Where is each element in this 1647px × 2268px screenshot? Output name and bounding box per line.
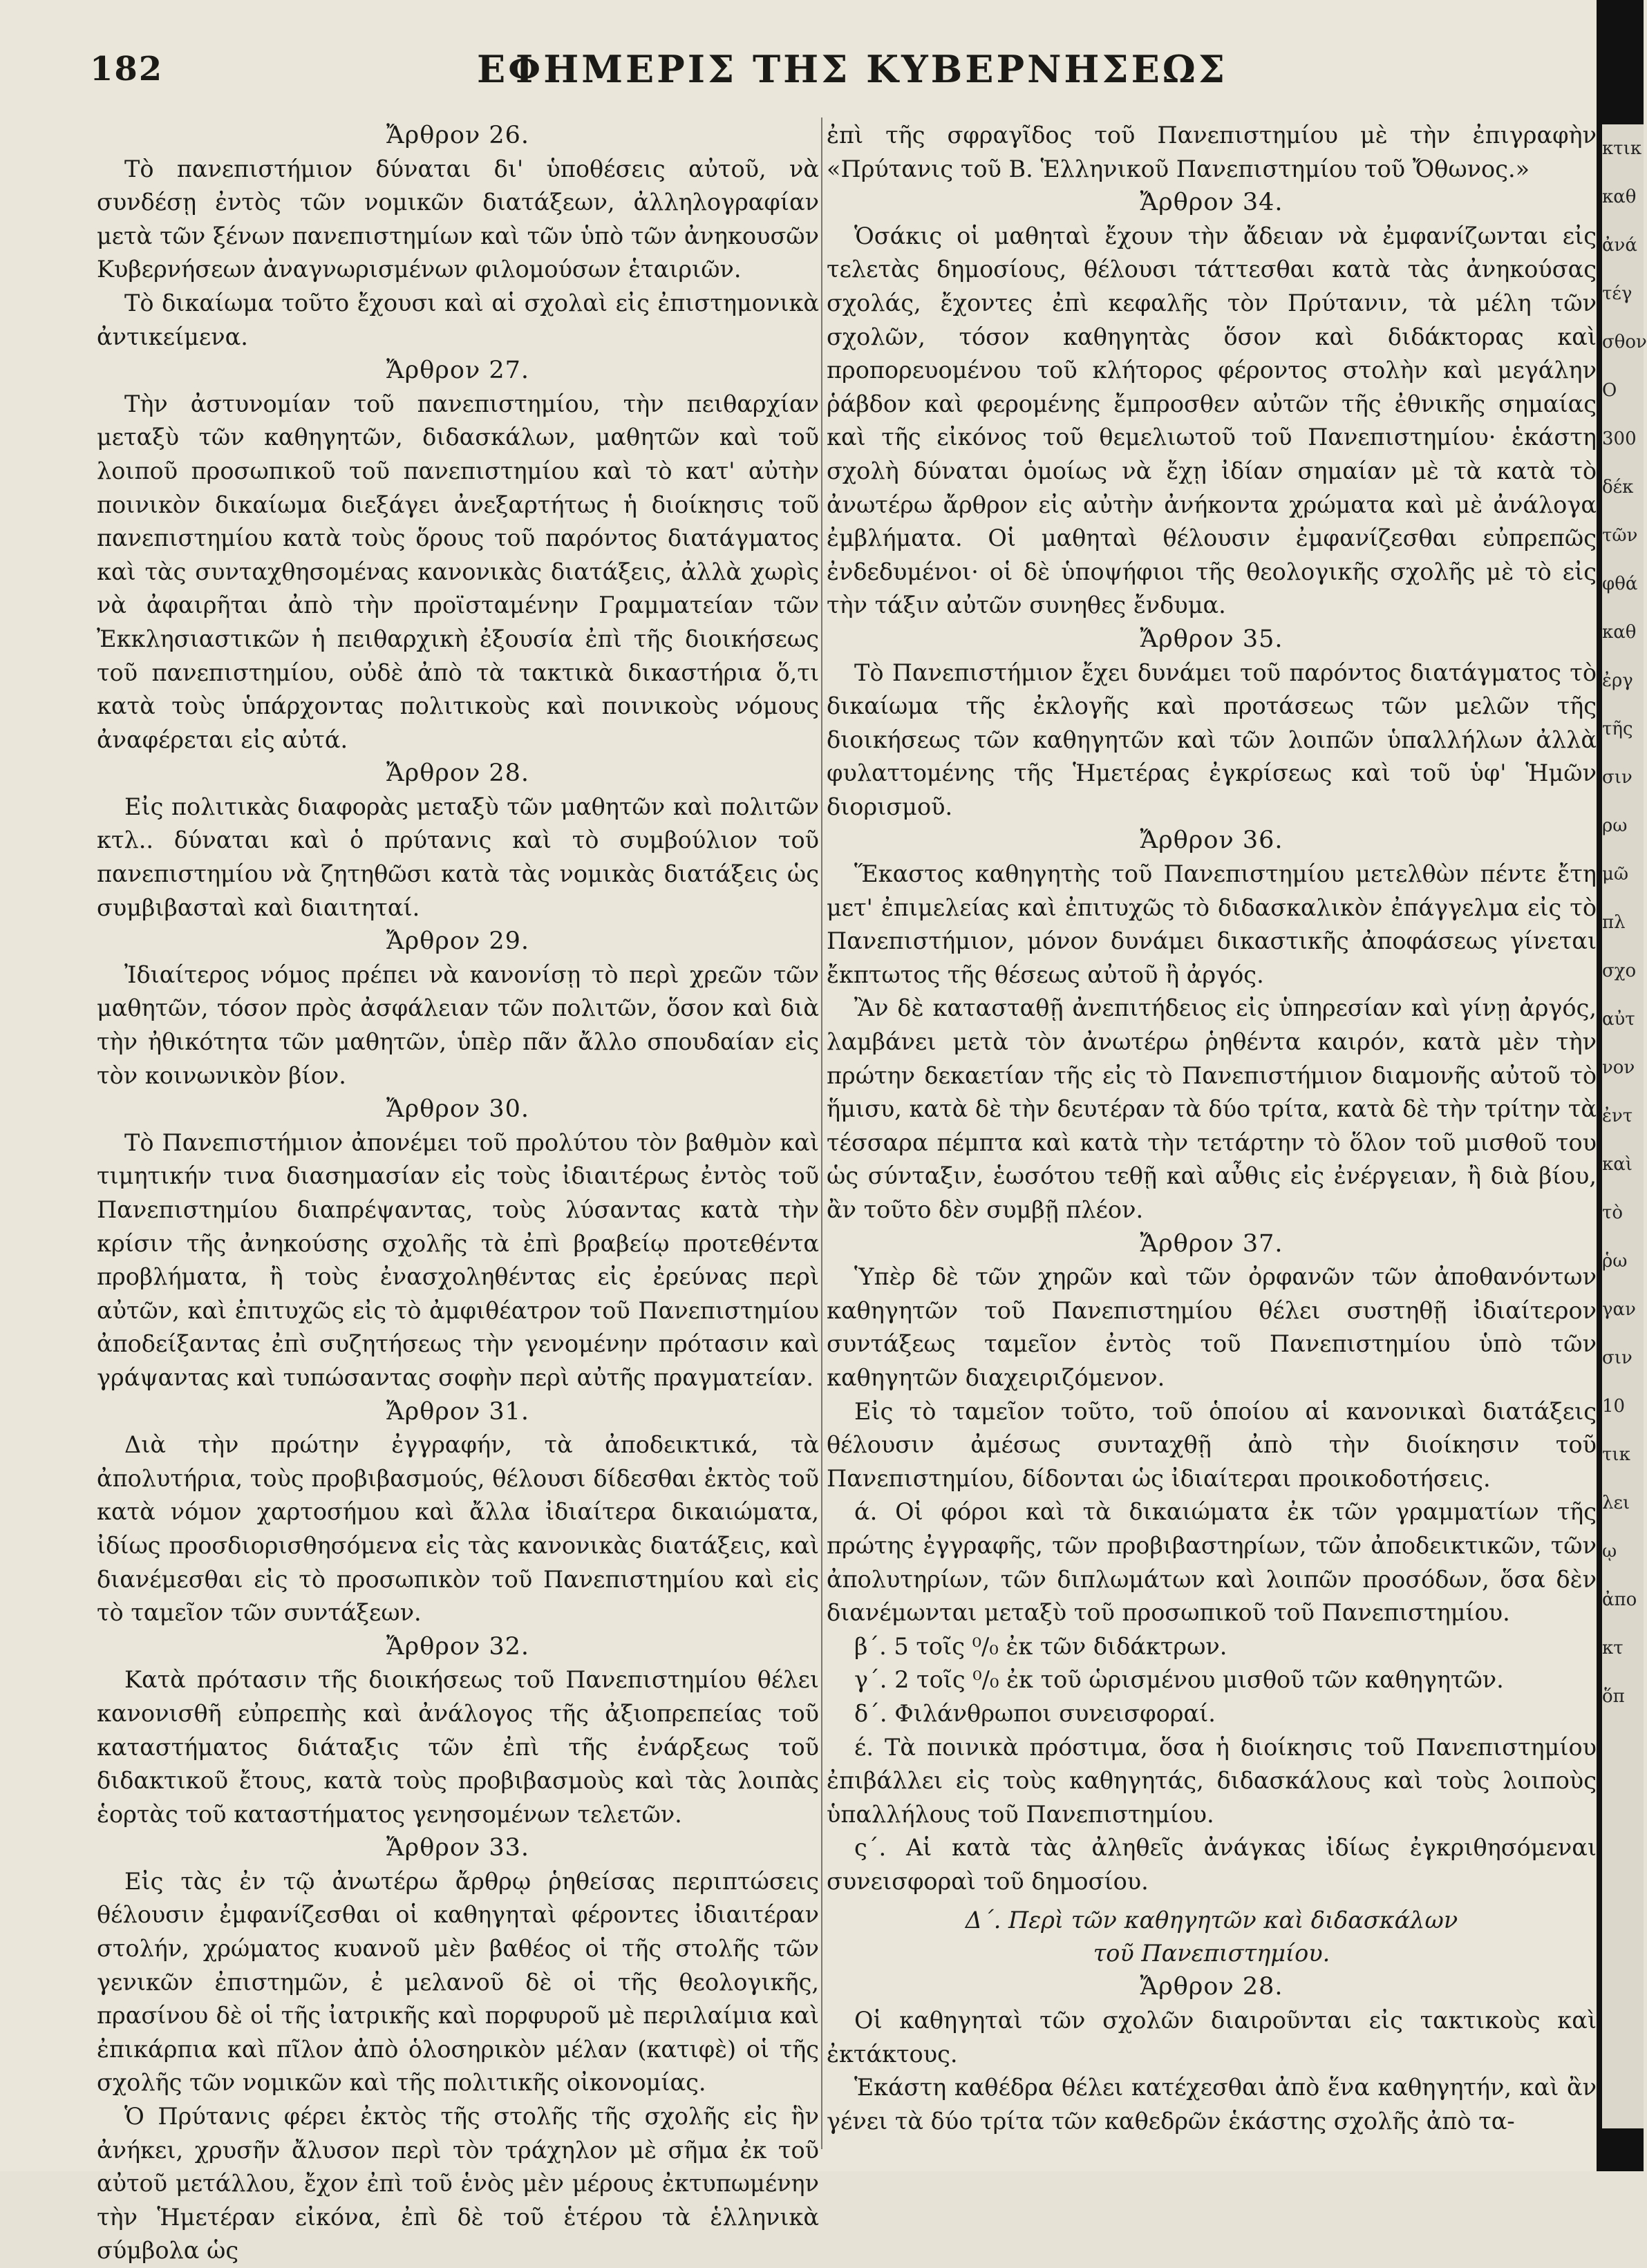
adjacent-page-fragment: λει	[1602, 1493, 1630, 1513]
adjacent-page-fragment: τέγ	[1602, 283, 1632, 304]
paragraph: δ΄. Φιλάνθρωποι συνεισφοραί.	[854, 1699, 1216, 1727]
section-heading-line: Δ΄. Περὶ τῶν καθηγητῶν καὶ διδασκάλων	[965, 1907, 1458, 1934]
paragraph: Ἑκάστη καθέδρα θέλει κατέχεσθαι ἀπὸ ἕνα καθηγητήν, καὶ ἂν γένει τὰ δύο τρίτα τῶν καθεδρῶν ἑκάστης σχολῆς ἀπὸ τα-	[827, 2074, 1597, 2135]
article-heading: Ἄρθρον 32.	[386, 1632, 530, 1661]
adjacent-page-fragment: ἐντ	[1602, 1106, 1633, 1126]
paragraph: Διὰ τὴν πρώτην ἐγγραφήν, τὰ ἀποδεικτικά, τὰ ἀπολυτήρια, τοὺς προβιβασμούς, θέλουσι δίδεσθαι ἐκτὸς τοῦ κατὰ νόμον χαρτοσήμου καὶ ἄλλα ἰδιαίτερα δικαιώματα, ἰδίως προσδιορισθησόμενα εἰς τὰς κανονικὰς διατάξεις, καὶ διανέμεσθαι εἰς τὸ προσωπικὸν τοῦ Πανεπιστημίου καὶ εἰς τὸ ταμεῖον τῶν συντάξεων.	[97, 1431, 819, 1627]
paragraph: ἐπὶ τῆς σφραγῖδος τοῦ Πανεπιστημίου μὲ τὴν ἐπιγραφὴν «Πρύτανις τοῦ Β. Ἑλληνικοῦ Πανεπιστημίου τοῦ Ὄθωνος.»	[827, 122, 1597, 182]
paragraph: Εἰς τὰς ἐν τῷ ἀνωτέρω ἄρθρῳ ῥηθείσας περιπτώσεις θέλουσιν ἐμφανίζεσθαι οἱ καθηγηταὶ φέροντες ἰδιαιτέραν στολήν, χρώματος κυανοῦ μὲν βαθέος οἱ τῆς στολῆς τῶν γενικῶν ἐπιστημῶν, ἐ μελανοῦ δὲ οἱ τῆς θεολογικῆς, πρασίνου δὲ οἱ τῆς ἰατρικῆς καὶ πορφυροῦ μὲ περιλαίμια καὶ ἐπικάρπια καὶ πῖλον ἀπὸ ὁλοσηρικὸν μέλαν (κατιφὲ) οἱ τῆς σχολῆς τῶν νομικῶν καὶ τῆς πολιτικῆς οἰκονομίας.	[97, 1867, 819, 2097]
adjacent-page-fragment: ῥω	[1602, 1251, 1628, 1272]
adjacent-page-fragment: ἐργ	[1602, 670, 1633, 691]
paragraph: Ἰδιαίτερος νόμος πρέπει νὰ κανονίσῃ τὸ περὶ χρεῶν τῶν μαθητῶν, τόσον πρὸς ἀσφάλειαν τῶν πολιτῶν, ὅσον καὶ διὰ τὴν ἠθικότητα τῶν μαθητῶν, ὑπὲρ πᾶν ἄλλο σπουδαίαν εἰς τὸν κοινωνικὸν βίον.	[97, 961, 819, 1089]
paragraph: Τὴν ἀστυνομίαν τοῦ πανεπιστημίου, τὴν πειθαρχίαν μεταξὺ τῶν καθηγητῶν, διδασκάλων, μαθητῶν καὶ τοῦ λοιποῦ προσωπικοῦ τοῦ πανεπιστημίου καὶ τὸ κατ' αὐτὴν ποινικὸν δικαίωμα διεξάγει ἀνεξαρτήτως ἡ διοίκησις τοῦ πανεπιστημίου κατὰ τοὺς ὅρους τοῦ παρόντος διατάγματος καὶ τὰς συνταχθησομένας κανονικὰς διατάξεις, ἀλλὰ χωρὶς νὰ ἀφαιρῆται ἀπὸ τὴν προϊσταμένην Γραμματείαν τῶν Ἐκκλησιαστικῶν ἡ πειθαρχικὴ ἐξουσία ἐπὶ τῆς διοικήσεως τοῦ πανεπιστημίου, οὐδὲ ἀπὸ τὰ τακτικὰ δικαστήρια ὅ,τι κατὰ τοὺς ὑπάρχοντας πολιτικοὺς καὶ ποινικοὺς νόμους ἀναφέρεται εἰς αὐτά.	[97, 390, 819, 753]
left-column	[97, 119, 819, 2265]
paragraph: β΄. 5 τοῖς ⁰/₀ ἐκ τῶν διδάκτρων.	[854, 1632, 1227, 1660]
adjacent-page-fragment: ὅπ	[1602, 1686, 1625, 1707]
article-heading: Ἄρθρον 30.	[386, 1095, 530, 1124]
paragraph: Ἕκαστος καθηγητὴς τοῦ Πανεπιστημίου μετελθὼν πέντε ἔτη μετ' ἐπιμελείας καὶ ἐπιτυχῶς τὸ διδασκαλικὸν ἐπάγγελμα εἰς τὸ Πανεπιστήμιον, μόνον δυνάμει δικαστικῆς ἀποφάσεως γίνεται ἔκπτωτος τῆς θέσεως αὐτοῦ ἢ ἀργός.	[827, 860, 1597, 988]
paragraph: Τὸ πανεπιστήμιον δύναται δι' ὑποθέσεις αὐτοῦ, νὰ συνδέσῃ ἐντὸς τῶν νομικῶν διατάξεων, ἀλληλογραφίαν μετὰ τῶν ξένων πανεπιστημίων καὶ τῶν ὑπὸ τῶν ἀνηκουσῶν Κυβερνήσεων ἀναγνωρισμένων φιλομούσων ἑταιριῶν.	[97, 155, 819, 283]
adjacent-page-fragment: γαν	[1602, 1299, 1636, 1320]
adjacent-page-fragment: 300	[1602, 428, 1637, 449]
adjacent-page-fragment: κτ	[1602, 1638, 1624, 1659]
article-heading: Ἄρθρον 34.	[1140, 189, 1283, 217]
adjacent-page-fragment: καὶ	[1602, 1154, 1633, 1175]
article-heading: Ἄρθρον 26.	[386, 122, 530, 149]
article-heading: Ἄρθρον 29.	[386, 927, 530, 956]
adjacent-page-fragment: καθ	[1602, 622, 1637, 643]
paragraph: έ. Τὰ ποινικὰ πρόστιμα, ὅσα ἡ διοίκησις τοῦ Πανεπιστημίου ἐπιβάλλει εἰς τοὺς καθηγητάς, διδασκάλους καὶ τοὺς λοιποὺς ὑπαλλήλους τοῦ Πανεπιστημίου.	[827, 1733, 1597, 1828]
adjacent-page-fragment: μῶ	[1602, 864, 1629, 885]
adjacent-page-fragment: αὐτ	[1602, 1009, 1635, 1030]
article-heading: Ἄρθρον 37.	[1140, 1229, 1283, 1258]
article-heading: Ἄρθρον 36.	[1140, 826, 1283, 855]
adjacent-page-fragment: σθον	[1602, 332, 1647, 352]
adjacent-page-fragment: καθ	[1602, 187, 1637, 207]
article-heading: Ἄρθρον 35.	[1140, 625, 1283, 653]
paragraph: Ὁ Πρύτανις φέρει ἐκτὸς τῆς στολῆς τῆς σχολῆς εἰς ἣν ἀνήκει, χρυσῆν ἄλυσον περὶ τὸν τράχηλον μὲ σῆμα ἐκ τοῦ αὐτοῦ μετάλλου, ἔχον ἐπὶ τοῦ ἑνὸς μὲν μέρους ἐκτυπωμένην τὴν Ἡμετέραν εἰκόνα, ἐπὶ δὲ τοῦ ἑτέρου τὰ ἑλληνικὰ σύμβολα ὡς	[97, 2103, 819, 2265]
page-header	[90, 43, 1597, 105]
paragraph: Ὁσάκις οἱ μαθηταὶ ἔχουν τὴν ἄδειαν νὰ ἐμφανίζωνται εἰς τελετὰς δημοσίους, θέλουσι τάττεσθαι κατὰ τὰς ἀνηκούσας σχολάς, ἔχοντες ἐπὶ κεφαλῆς τὸν Πρύτανιν, τὰ μέλη τῶν σχολῶν, τόσον καθηγητὰς ὅσον καὶ διδάκτορας καὶ προπορευομένου τοῦ κλήτορος φέροντος στολὴν καὶ μεγάλην ῥάβδον καὶ φερομένης ἔμπροσθεν αὐτῶν τῆς ἐθνικῆς σημαίας καὶ τῆς εἰκόνος τοῦ θεμελιωτοῦ τοῦ Πανεπιστημίου· ἑκάστη σχολὴ δύναται ὁμοίως νὰ ἔχῃ ἰδίαν σημαίαν μὲ τὰ κατὰ τὸ ἀνωτέρω ἄρθρον εἰς αὐτὴν ἀνήκοντα χρώματα καὶ μὲ ἀνάλογα ἐμβλήματα. Οἱ μαθηταὶ θέλουσιν ἐμφανίζεσθαι εὐπρεπῶς ἐνδεδυμένοι· οἱ δὲ ὑποψήφιοι τῆς θεολογικῆς σχολῆς μὲ τὸ εἰς τὴν τάξιν αὐτῶν συνηθες ἔνδυμα.	[827, 222, 1597, 619]
adjacent-page-fragment: φθά	[1602, 574, 1638, 594]
page-number: 182	[90, 50, 164, 88]
paragraph: Εἰς πολιτικὰς διαφορὰς μεταξὺ τῶν μαθητῶν καὶ πολιτῶν κτλ.. δύναται καὶ ὁ πρύτανις καὶ τὸ συμβούλιον τοῦ πανεπιστημίου νὰ ζητηθῶσι κατὰ τὰς νομικὰς διατάξεις ὡς συμβιβασταὶ καὶ διαιτηταί.	[97, 793, 819, 921]
adjacent-page-fragment: τῆς	[1602, 719, 1633, 739]
paragraph: Τὸ δικαίωμα τοῦτο ἔχουσι καὶ αἱ σχολαὶ εἰς ἐπιστημονικὰ ἀντικείμενα.	[97, 289, 819, 350]
section-heading-line: τοῦ Πανεπιστημίου.	[1093, 1940, 1330, 1967]
adjacent-page-fragment: δέκ	[1602, 477, 1634, 498]
adjacent-page-fragment: τὸ	[1602, 1202, 1624, 1223]
paragraph: Οἱ καθηγηταὶ τῶν σχολῶν διαιροῦνται εἰς τακτικοὺς καὶ ἐκτάκτους.	[827, 2007, 1597, 2068]
adjacent-page-fragment: 10	[1602, 1396, 1626, 1417]
right-column	[827, 119, 1597, 2151]
paragraph: ς΄. Αἱ κατὰ τὰς ἀληθεῖς ἀνάγκας ἰδίως ἐγκριθησόμεναι συνεισφοραὶ τοῦ δημοσίου.	[827, 1834, 1597, 1895]
paragraph: Τὸ Πανεπιστήμιον ἔχει δυνάμει τοῦ παρόντος διατάγματος τὸ δικαίωμα τῆς ἐκλογῆς καὶ προτάσεως τῶν μελῶν τῆς διοικήσεως τῶν καθηγητῶν καὶ τῶν λοιπῶν ὑπαλλήλων ἀλλὰ φυλαττομένης τῆς Ἡμετέρας ἐγκρίσεως καὶ τοῦ ὑφ' Ἡμῶν διορισμοῦ.	[827, 659, 1597, 820]
article-heading: Ἄρθρον 27.	[386, 357, 530, 385]
adjacent-page-strip	[1602, 124, 1647, 2128]
article-heading: Ἄρθρον 28.	[386, 759, 530, 788]
adjacent-page-fragment: σχο	[1602, 961, 1637, 981]
article-heading: Ἄρθρον 31.	[386, 1397, 530, 1426]
adjacent-page-fragment: ρω	[1602, 815, 1628, 836]
adjacent-page-fragment: τικ	[1602, 1444, 1630, 1465]
running-title: ΕΦΗΜΕΡΙΣ ΤΗΣ ΚΥΒΕΡΝΗΣΕΩΣ	[477, 47, 1228, 91]
adjacent-page-fragment: νον	[1602, 1057, 1635, 1078]
paragraph: Ἂν δὲ κατασταθῇ ἀνεπιτήδειος εἰς ὑπηρεσίαν καὶ γίνῃ ἀργός, λαμβάνει μετὰ τὸν ἀνωτέρω ῥηθέντα καιρόν, κατὰ μὲν τὴν πρώτην δεκαετίαν τῆς εἰς τὸ Πανεπιστήμιον διαμονῆς αὐτοῦ τὸ ἥμισυ, κατὰ δὲ τὴν δευτέραν τὰ δύο τρίτα, κατὰ δὲ τὴν τρίτην τὰ τέσσαρα πέμπτα καὶ κατὰ τὴν τετάρτην τὸ ὅλον τοῦ μισθοῦ του ὡς σύνταξιν, ἑωσότου τεθῇ καὶ αὖθις εἰς ἐνέργειαν, ἢ διὰ βίου, ἂν τοῦτο δὲν συμβῇ πλέον.	[827, 994, 1597, 1223]
paragraph: ά. Οἱ φόροι καὶ τὰ δικαιώματα ἐκ τῶν γραμματίων τῆς πρώτης ἐγγραφῆς, τῶν προβιβαστηρίων, τῶν ἀποδεικτικῶν, τῶν ἀπολυτηρίων, τῶν διπλωμάτων καὶ λοιπῶν προσόδων, ὅσα δὲν διανέμωνται μεταξὺ τοῦ προσωπικοῦ τοῦ Πανεπιστημίου.	[827, 1498, 1597, 1627]
article-heading: Ἄρθρον 28.	[1140, 1973, 1283, 2001]
section-heading	[827, 1904, 1597, 1970]
adjacent-page-fragment: ἀνά	[1602, 235, 1637, 256]
adjacent-page-fragment: ῳ	[1602, 1541, 1617, 1562]
paragraph: γ΄. 2 τοῖς ⁰/₀ ἐκ τοῦ ὡρισμένου μισθοῦ τῶν καθηγητῶν.	[854, 1666, 1504, 1694]
adjacent-page-fragment: πλ	[1602, 912, 1626, 933]
adjacent-page-fragment: Ο	[1602, 380, 1617, 401]
paragraph: Τὸ Πανεπιστήμιον ἀπονέμει τοῦ προλύτου τὸν βαθμὸν καὶ τιμητικήν τινα διασημασίαν εἰς τοὺς ἰδιαιτέρως ἐντὸς τοῦ Πανεπιστημίου διαπρέψαντας, τοὺς λύσαντας κατὰ τὴν κρίσιν τῆς ἀνηκούσης σχολῆς τὰ ἐπὶ βραβείῳ προτεθέντα προβλήματα, ἢ τοὺς ἐνασχοληθέντας εἰς ἐρεύνας περὶ αὐτῶν, καὶ ἐπιτυχῶς εἰς τὸ ἀμφιθέατρον τοῦ Πανεπιστημίου ἀποδείξαντας ἐπὶ συζητήσεως τὴν γενομένην πρότασιν καὶ γράψαντας καὶ τυπώσαντας σοφὴν περὶ αὐτῆς πραγματείαν.	[97, 1128, 819, 1391]
adjacent-page-fragment: ἀπο	[1602, 1589, 1637, 1610]
column-divider	[821, 117, 822, 2149]
adjacent-page-fragment: σιν	[1602, 1348, 1632, 1368]
article-heading: Ἄρθρον 33.	[386, 1834, 530, 1862]
paragraph: Εἰς τὸ ταμεῖον τοῦτο, τοῦ ὁποίου αἱ κανονικαὶ διατάξεις θέλουσιν ἀμέσως συνταχθῇ ἀπὸ τὴν διοίκησιν τοῦ Πανεπιστημίου, δίδονται ὡς ἰδιαίτεραι προικοδοτήσεις.	[827, 1397, 1597, 1492]
adjacent-page-fragment: κτικ	[1602, 138, 1642, 159]
adjacent-page-fragment: τῶν	[1602, 525, 1638, 546]
adjacent-page-fragment: σιν	[1602, 767, 1632, 788]
paragraph: Ὑπὲρ δὲ τῶν χηρῶν καὶ τῶν ὀρφανῶν τῶν ἀποθανόντων καθηγητῶν τοῦ Πανεπιστημίου θέλει συστηθῇ ἰδιαίτερον συντάξεως ταμεῖον ἐντὸς τοῦ Πανεπιστημίου ὑπὸ τῶν καθηγητῶν διαχειριζόμενον.	[827, 1263, 1597, 1391]
paragraph: Κατὰ πρότασιν τῆς διοικήσεως τοῦ Πανεπιστημίου θέλει κανονισθῆ εὐπρεπὴς καὶ ἀνάλογος τῆς ἀξιοπρεπείας τοῦ καταστήματος διάταξις τῶν ἐπὶ τῆς ἐνάρξεως τοῦ διδακτικοῦ ἔτους, κατὰ τοὺς προβιβασμοὺς καὶ τὰς λοιπὰς ἑορτὰς τοῦ καταστήματος γενησομένων τελετῶν.	[97, 1666, 819, 1828]
